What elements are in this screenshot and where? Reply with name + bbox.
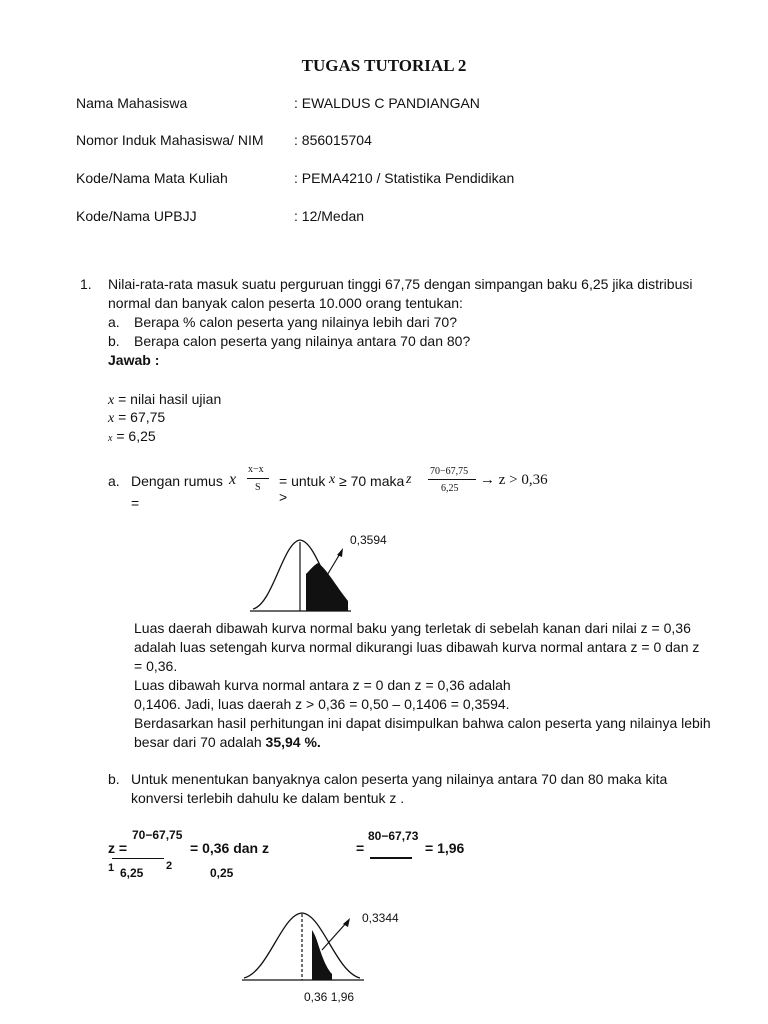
formula-fraction-numerator: x−x (248, 464, 264, 475)
formula-greater-than: > (279, 489, 288, 505)
part-a-lead: Dengan rumus (131, 473, 223, 489)
identity-value-upbjj: : 12/Medan (294, 208, 365, 224)
part-a-label: a. (108, 473, 120, 489)
formula-mid-text: = untuk (279, 473, 326, 489)
question-line-1: Nilai-rata-rata masuk suatu perguruan tinggi 67,75 dengan simpangan baku 6,25 jika distribusi (108, 276, 693, 292)
formula-x-symbol: x (229, 471, 237, 488)
variable-text: = 67,75 (114, 409, 166, 425)
identity-value-course: : PEMA4210 / Statistika Pendidikan (294, 170, 515, 186)
variable-line (108, 391, 221, 409)
subquestion-b-label: b. (108, 333, 120, 349)
explanation-line: Luas dibawah kurva normal antara z = 0 dan z = 0,36 adalah (134, 677, 511, 693)
area-label-a: 0,3594 (350, 533, 387, 547)
arrow-head-a (337, 548, 343, 557)
explanation-line: 0,1406. Jadi, luas daerah z > 0,36 = 0,50 – 0,1406 = 0,3594. (134, 696, 510, 712)
z1-denominator: 6,25 (120, 866, 144, 880)
z2-subscript: 2 (166, 860, 173, 872)
identity-label-course: Kode/Nama Mata Kuliah (76, 170, 228, 186)
identity-label-name: Nama Mahasiswa (76, 95, 188, 111)
part-b-line-2: konversi terlebih dahulu ke dalam bentuk z . (131, 790, 405, 806)
z-label-b: 0,36 1,96 (304, 990, 355, 1004)
z1-fraction-bar (112, 858, 164, 859)
arrow-b (322, 922, 347, 950)
z2-fraction-bar (370, 857, 412, 859)
explanation-line: Berdasarkan hasil perhitungan ini dapat disimpulkan bahwa calon peserta yang nilainya lebih (134, 715, 711, 731)
variable-text: = 6,25 (112, 428, 156, 444)
arrow-a (323, 552, 341, 582)
variable-symbol: x (108, 411, 115, 426)
explanation-line: adalah luas setengah kurva normal dikurangi luas dibawah kurva normal antara z = 0 dan z (134, 639, 700, 655)
formula-fraction-2-bar (428, 479, 476, 480)
area-label-b: 0,3344 (362, 911, 399, 925)
z1-lhs: z = (108, 840, 128, 856)
explanation-line: = 0,36. (134, 658, 178, 674)
identity-value-name: : EWALDUS C PANDIANGAN (294, 95, 480, 111)
shaded-area-b (312, 930, 332, 980)
identity-label-nim: Nomor Induk Mahasiswa/ NIM (76, 132, 264, 148)
part-b-label: b. (108, 771, 120, 787)
formula-z-symbol: z (406, 472, 412, 487)
answer-heading: Jawab : (108, 352, 160, 368)
formula-fraction-denominator: S (255, 482, 261, 493)
identity-value-nim: : 856015704 (294, 132, 372, 148)
formula-equals: = (131, 495, 140, 511)
z1-rhs: = 0,36 dan z (190, 840, 269, 856)
subquestion-a-label: a. (108, 314, 120, 330)
z2-rhs: = 1,96 (425, 840, 465, 856)
page-title: TUGAS TUTORIAL 2 (301, 56, 467, 75)
formula-condition: ≥ 70 maka (339, 473, 405, 489)
z2-denominator: 0,25 (210, 866, 234, 880)
z2-equals: = (356, 840, 365, 856)
conclusion-percent: 35,94 %. (265, 734, 321, 750)
subquestion-b-text: Berapa calon peserta yang nilainya antara 70 dan 80? (134, 333, 471, 349)
variable-symbol: x (108, 433, 113, 444)
variable-text: = nilai hasil ujian (114, 391, 222, 407)
variable-line (108, 428, 156, 444)
part-b-line-1: Untuk menentukan banyaknya calon peserta yang nilainya antara 70 dan 80 maka kita (131, 771, 668, 787)
question-line-2: normal dan banyak calon peserta 10.000 orang tentukan: (108, 295, 463, 311)
z1-subscript: 1 (108, 862, 115, 874)
z2-numerator: 80−67,73 (368, 829, 419, 843)
z1-numerator: 70−67,75 (132, 828, 183, 842)
identity-label-upbjj: Kode/Nama UPBJJ (76, 208, 197, 224)
formula-fraction-2-denominator: 6,25 (441, 483, 459, 494)
conclusion-text: besar dari 70 adalah (134, 734, 266, 750)
z-label-a: 0,36 (306, 596, 330, 610)
variable-line (108, 409, 165, 427)
formula-x-symbol-2: x (329, 472, 336, 487)
formula-fraction-bar (247, 478, 269, 479)
explanation-line: Luas daerah dibawah kurva normal baku yang terletak di sebelah kanan dari nilai z = 0,36 (134, 620, 691, 636)
question-number: 1. (80, 276, 92, 292)
formula-fraction-2-numerator: 70−67,75 (430, 466, 469, 477)
formula-result: → z > 0,36 (480, 472, 548, 488)
conclusion-line (134, 734, 321, 750)
variable-symbol: x (108, 393, 115, 408)
subquestion-a-text: Berapa % calon peserta yang nilainya lebih dari 70? (134, 314, 457, 330)
